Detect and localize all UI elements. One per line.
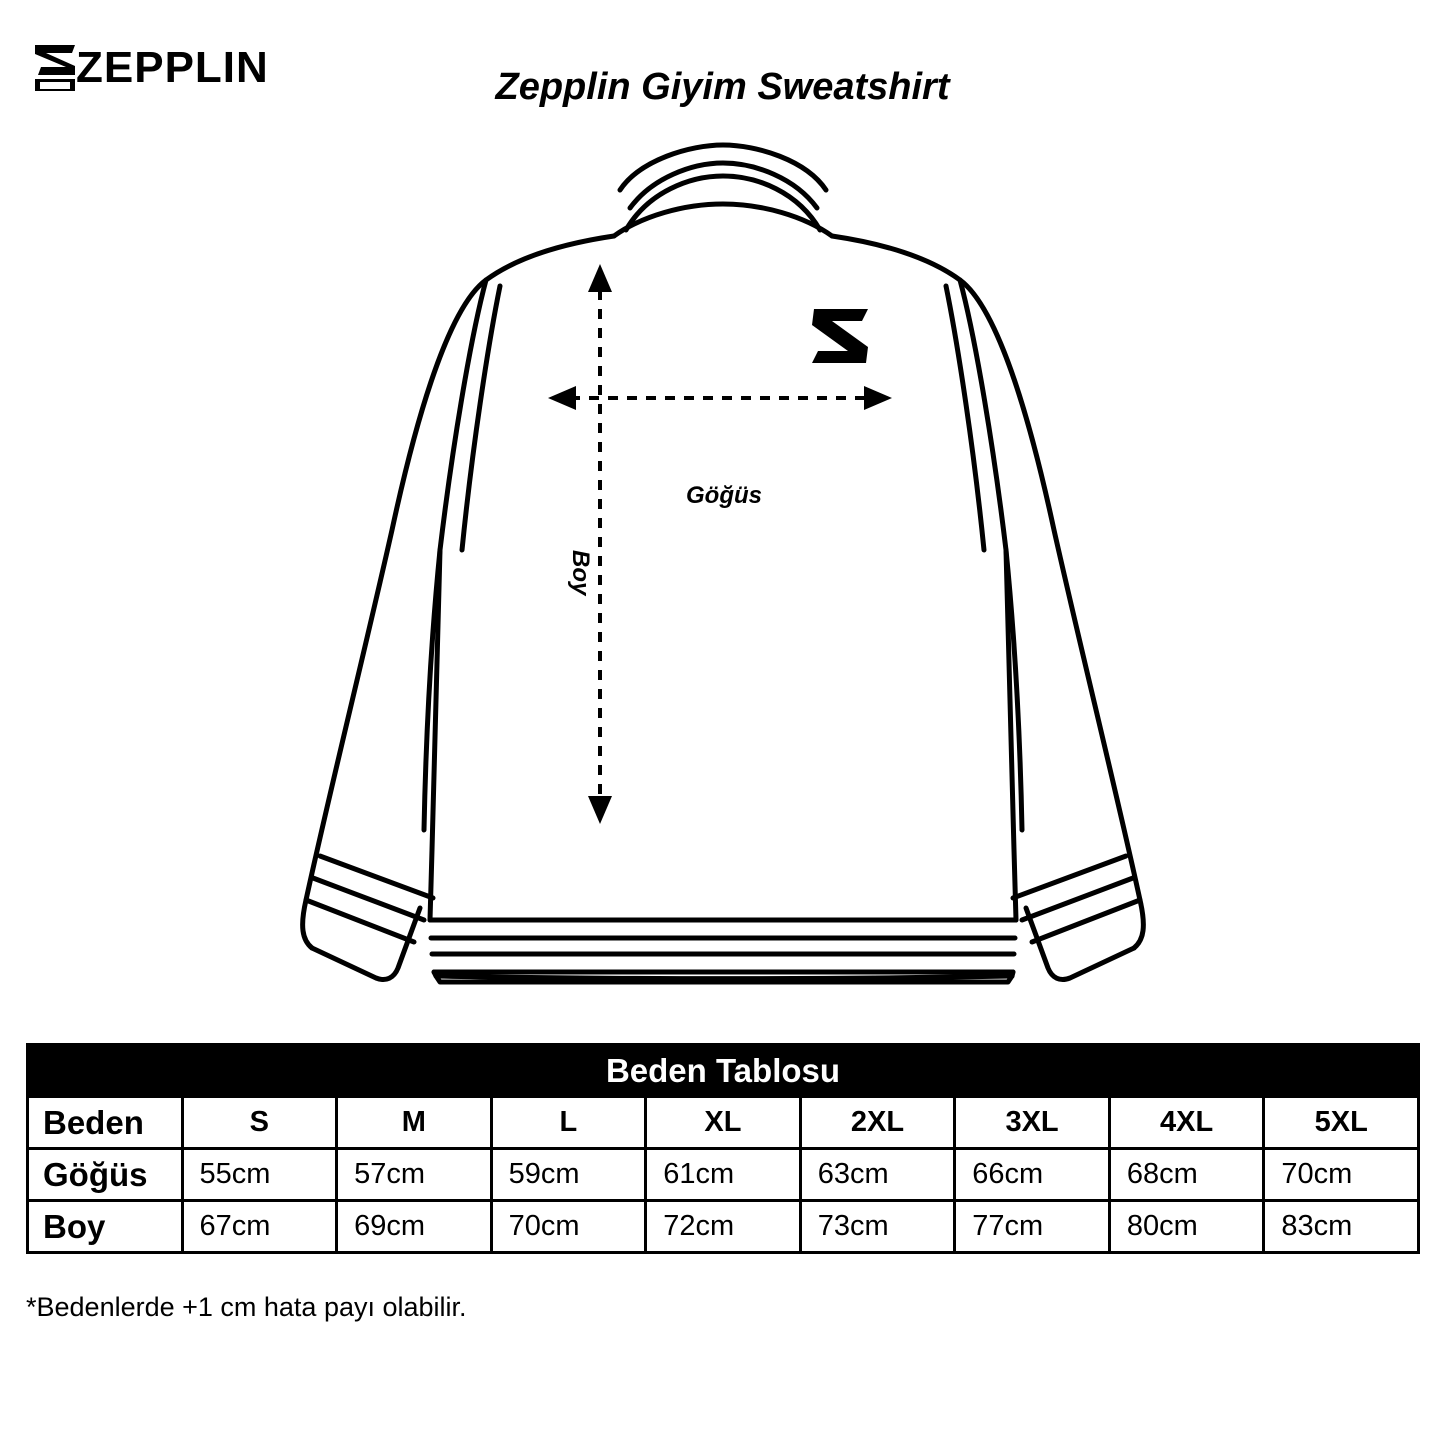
cell-boy-xl: 72cm <box>646 1201 801 1253</box>
table-title-row <box>28 1045 1419 1097</box>
cell-gogus-xl: 61cm <box>646 1149 801 1201</box>
page-title-regular: Zepplin Giyim <box>495 66 758 108</box>
table-header-row <box>28 1097 1419 1149</box>
page-header <box>0 0 1445 140</box>
header-cell-beden: Beden <box>28 1097 183 1149</box>
header-cell-size: 5XL <box>1264 1097 1419 1149</box>
header-cell-size: S <box>182 1097 337 1149</box>
header-cell-size: 2XL <box>800 1097 955 1149</box>
cell-gogus-3xl: 66cm <box>955 1149 1110 1201</box>
cell-boy-3xl: 77cm <box>955 1201 1110 1253</box>
size-table <box>26 1043 1420 1254</box>
table-row <box>28 1201 1419 1253</box>
page-title-bold: Sweatshirt <box>757 66 950 108</box>
cell-boy-5xl: 83cm <box>1264 1201 1419 1253</box>
cell-boy-l: 70cm <box>491 1201 646 1253</box>
header-cell-size: XL <box>646 1097 801 1149</box>
row-label-boy: Boy <box>28 1201 183 1253</box>
page-title <box>0 66 1445 109</box>
cell-gogus-4xl: 68cm <box>1109 1149 1264 1201</box>
length-measure-arrow-icon <box>588 264 612 824</box>
chest-measure-label: Göğüs <box>686 482 762 509</box>
cell-gogus-m: 57cm <box>337 1149 492 1201</box>
brand-wordmark: ZEPPLIN <box>76 43 269 92</box>
size-table-container <box>26 1043 1420 1254</box>
table-row <box>28 1149 1419 1201</box>
sweatshirt-line-drawing-icon <box>0 130 1445 1030</box>
cell-gogus-l: 59cm <box>491 1149 646 1201</box>
size-table-title: Beden Tablosu <box>28 1045 1419 1097</box>
chest-zepplin-logo-icon <box>812 309 868 363</box>
cell-boy-2xl: 73cm <box>800 1201 955 1253</box>
cell-gogus-s: 55cm <box>182 1149 337 1201</box>
row-label-gogus: Göğüs <box>28 1149 183 1201</box>
garment-illustration <box>0 130 1445 1030</box>
cell-gogus-5xl: 70cm <box>1264 1149 1419 1201</box>
cell-boy-m: 69cm <box>337 1201 492 1253</box>
header-cell-size: L <box>491 1097 646 1149</box>
header-cell-size: 3XL <box>955 1097 1110 1149</box>
cell-boy-s: 67cm <box>182 1201 337 1253</box>
cell-boy-4xl: 80cm <box>1109 1201 1264 1253</box>
cell-gogus-2xl: 63cm <box>800 1149 955 1201</box>
header-cell-size: M <box>337 1097 492 1149</box>
size-table-footnote: *Bedenlerde +1 cm hata payı olabilir. <box>26 1292 467 1322</box>
header-cell-size: 4XL <box>1109 1097 1264 1149</box>
length-measure-label: Boy <box>567 550 594 596</box>
